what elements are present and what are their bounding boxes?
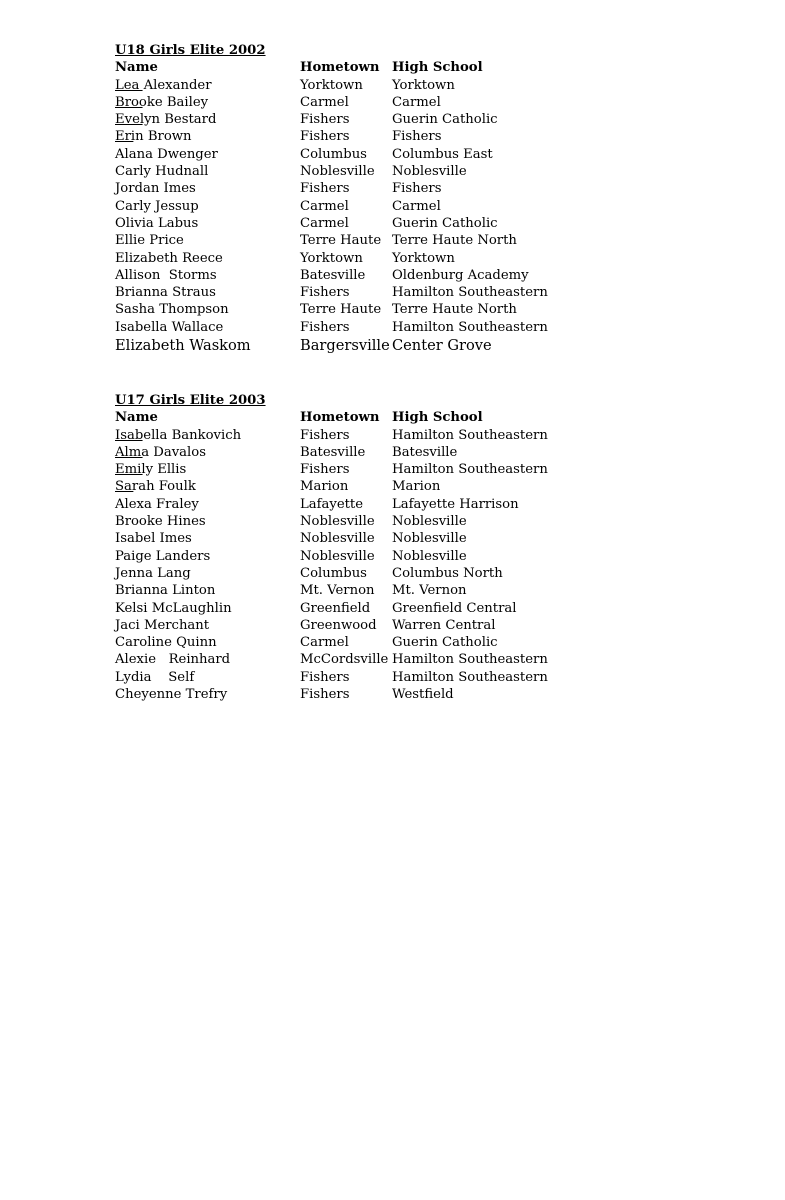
player-school: Fishers	[392, 181, 442, 197]
player-hometown: Lafayette	[300, 496, 364, 512]
player-hometown: Mt. Vernon	[300, 583, 375, 599]
player-hometown: Carmel	[300, 215, 349, 231]
section-title: U18 Girls Elite 2002	[115, 43, 266, 58]
player-name: Jordan Imes	[115, 181, 196, 197]
roster-row	[115, 548, 555, 565]
roster-row	[115, 582, 555, 599]
player-school: Hamilton Southeastern	[392, 319, 548, 335]
player-hometown: Yorktown	[300, 77, 363, 93]
column-header-name: Name	[115, 60, 158, 76]
player-hometown: Fishers	[300, 181, 350, 197]
player-hometown: Noblesville	[300, 548, 375, 564]
player-hometown: Fishers	[300, 129, 350, 145]
player-school: Terre Haute North	[392, 302, 517, 318]
roster-row	[115, 319, 555, 336]
player-school: Batesville	[392, 444, 458, 460]
roster-rows	[115, 77, 555, 355]
player-hometown: Columbus	[300, 146, 367, 162]
player-school: Noblesville	[392, 164, 467, 180]
player-name: Elizabeth Reece	[115, 250, 223, 266]
player-name: Brianna Straus	[115, 285, 216, 301]
player-hometown: Bargersville	[300, 337, 390, 355]
column-header-name: Name	[115, 410, 158, 426]
player-name: Alma Davalos	[115, 444, 206, 460]
player-school: Greenfield Central	[392, 600, 517, 616]
player-name: Isabella Wallace	[115, 319, 224, 335]
player-name: Brooke Bailey	[115, 94, 209, 110]
player-hometown: Yorktown	[300, 250, 363, 266]
roster-row	[115, 301, 555, 318]
player-school: Center Grove	[392, 337, 492, 355]
player-hometown: Batesville	[300, 267, 366, 283]
player-name: Elizabeth Waskom	[115, 337, 251, 355]
player-school: Westfield	[392, 687, 454, 703]
player-school: Noblesville	[392, 548, 467, 564]
player-school: Lafayette Harrison	[392, 496, 519, 512]
player-school: Guerin Catholic	[392, 635, 498, 651]
player-school: Marion	[392, 479, 441, 495]
player-name: Isabel Imes	[115, 531, 192, 547]
column-header-school: High School	[392, 410, 483, 426]
player-hometown: Columbus	[300, 565, 367, 581]
player-school: Noblesville	[392, 514, 467, 530]
player-school: Mt. Vernon	[392, 583, 467, 599]
player-hometown: Batesville	[300, 444, 366, 460]
roster-row	[115, 461, 555, 478]
player-hometown: Carmel	[300, 94, 349, 110]
player-name: Alexa Fraley	[115, 496, 199, 512]
roster-row	[115, 215, 555, 232]
roster-row	[115, 686, 555, 703]
roster-row	[115, 427, 555, 444]
player-hometown: Marion	[300, 479, 349, 495]
player-hometown: Noblesville	[300, 164, 375, 180]
roster-rows	[115, 427, 555, 704]
player-name: Evelyn Bestard	[115, 112, 217, 128]
roster-section-u18	[115, 42, 555, 355]
player-name: Lea Alexander	[115, 77, 212, 93]
roster-row	[115, 565, 555, 582]
player-name: Ellie Price	[115, 233, 184, 249]
player-school: Noblesville	[392, 531, 467, 547]
player-school: Guerin Catholic	[392, 112, 498, 128]
roster-row	[115, 617, 555, 634]
column-header-row	[115, 59, 555, 76]
player-school: Carmel	[392, 198, 441, 214]
player-name: Carly Jessup	[115, 198, 199, 214]
roster-row	[115, 232, 555, 249]
player-name: Jaci Merchant	[115, 617, 210, 633]
player-school: Hamilton Southeastern	[392, 462, 548, 478]
player-hometown: Carmel	[300, 635, 349, 651]
player-name: Brianna Linton	[115, 583, 216, 599]
roster-row	[115, 496, 555, 513]
player-hometown: Noblesville	[300, 531, 375, 547]
roster-row	[115, 111, 555, 128]
player-hometown: Noblesville	[300, 514, 375, 530]
roster-row	[115, 128, 555, 145]
player-hometown: Fishers	[300, 112, 350, 128]
player-school: Terre Haute North	[392, 233, 517, 249]
player-hometown: Greenfield	[300, 600, 371, 616]
player-name: Caroline Quinn	[115, 635, 217, 651]
roster-row	[115, 530, 555, 547]
player-school: Oldenburg Academy	[392, 267, 529, 283]
player-name: Carly Hudnall	[115, 164, 209, 180]
roster-row	[115, 94, 555, 111]
roster-row	[115, 250, 555, 267]
player-school: Yorktown	[392, 250, 455, 266]
player-hometown: Terre Haute	[300, 233, 382, 249]
roster-row	[115, 198, 555, 215]
player-name: Isabella Bankovich	[115, 427, 242, 443]
roster-row	[115, 77, 555, 94]
player-name: Emily Ellis	[115, 462, 187, 478]
player-name: Lydia Self	[115, 669, 195, 685]
player-hometown: Greenwood	[300, 617, 377, 633]
player-school: Guerin Catholic	[392, 215, 498, 231]
player-school: Warren Central	[392, 617, 496, 633]
column-header-hometown: Hometown	[300, 60, 380, 76]
column-header-hometown: Hometown	[300, 410, 380, 426]
player-hometown: Fishers	[300, 462, 350, 478]
player-hometown: Terre Haute	[300, 302, 382, 318]
player-school: Hamilton Southeastern	[392, 669, 548, 685]
player-name: Cheyenne Trefry	[115, 687, 228, 703]
player-hometown: Carmel	[300, 198, 349, 214]
player-hometown: Fishers	[300, 687, 350, 703]
column-header-school: High School	[392, 60, 483, 76]
player-name: Brooke Hines	[115, 514, 206, 530]
roster-row	[115, 513, 555, 530]
player-school: Columbus East	[392, 146, 493, 162]
player-name: Kelsi McLaughlin	[115, 600, 232, 616]
player-school: Fishers	[392, 129, 442, 145]
roster-row	[115, 267, 555, 284]
roster-row	[115, 163, 555, 180]
roster-row	[115, 180, 555, 197]
player-name: Paige Landers	[115, 548, 211, 564]
player-name: Sasha Thompson	[115, 302, 229, 318]
player-name: Erin Brown	[115, 129, 192, 145]
player-school: Columbus North	[392, 565, 503, 581]
player-name: Alexie Reinhard	[115, 652, 231, 668]
player-school: Hamilton Southeastern	[392, 652, 548, 668]
roster-row	[115, 146, 555, 163]
player-name: Jenna Lang	[115, 565, 191, 581]
player-hometown: Fishers	[300, 427, 350, 443]
roster-row	[115, 634, 555, 651]
player-hometown: Fishers	[300, 285, 350, 301]
roster-row	[115, 600, 555, 617]
player-school: Yorktown	[392, 77, 455, 93]
player-name: Alana Dwenger	[115, 146, 218, 162]
player-hometown: Fishers	[300, 669, 350, 685]
column-header-row	[115, 409, 555, 426]
roster-row	[115, 284, 555, 301]
roster-row	[115, 478, 555, 495]
player-name: Sarah Foulk	[115, 479, 196, 495]
roster-row	[115, 444, 555, 461]
player-name: Olivia Labus	[115, 215, 199, 231]
player-school: Hamilton Southeastern	[392, 285, 548, 301]
roster-row	[115, 651, 555, 668]
player-hometown: Fishers	[300, 319, 350, 335]
player-name: Allison Storms	[115, 267, 217, 283]
roster-row	[115, 669, 555, 686]
section-title: U17 Girls Elite 2003	[115, 393, 266, 408]
roster-section-u17	[115, 392, 555, 703]
player-hometown: McCordsville	[300, 652, 389, 668]
roster-row	[115, 336, 555, 355]
player-school: Carmel	[392, 94, 441, 110]
player-school: Hamilton Southeastern	[392, 427, 548, 443]
